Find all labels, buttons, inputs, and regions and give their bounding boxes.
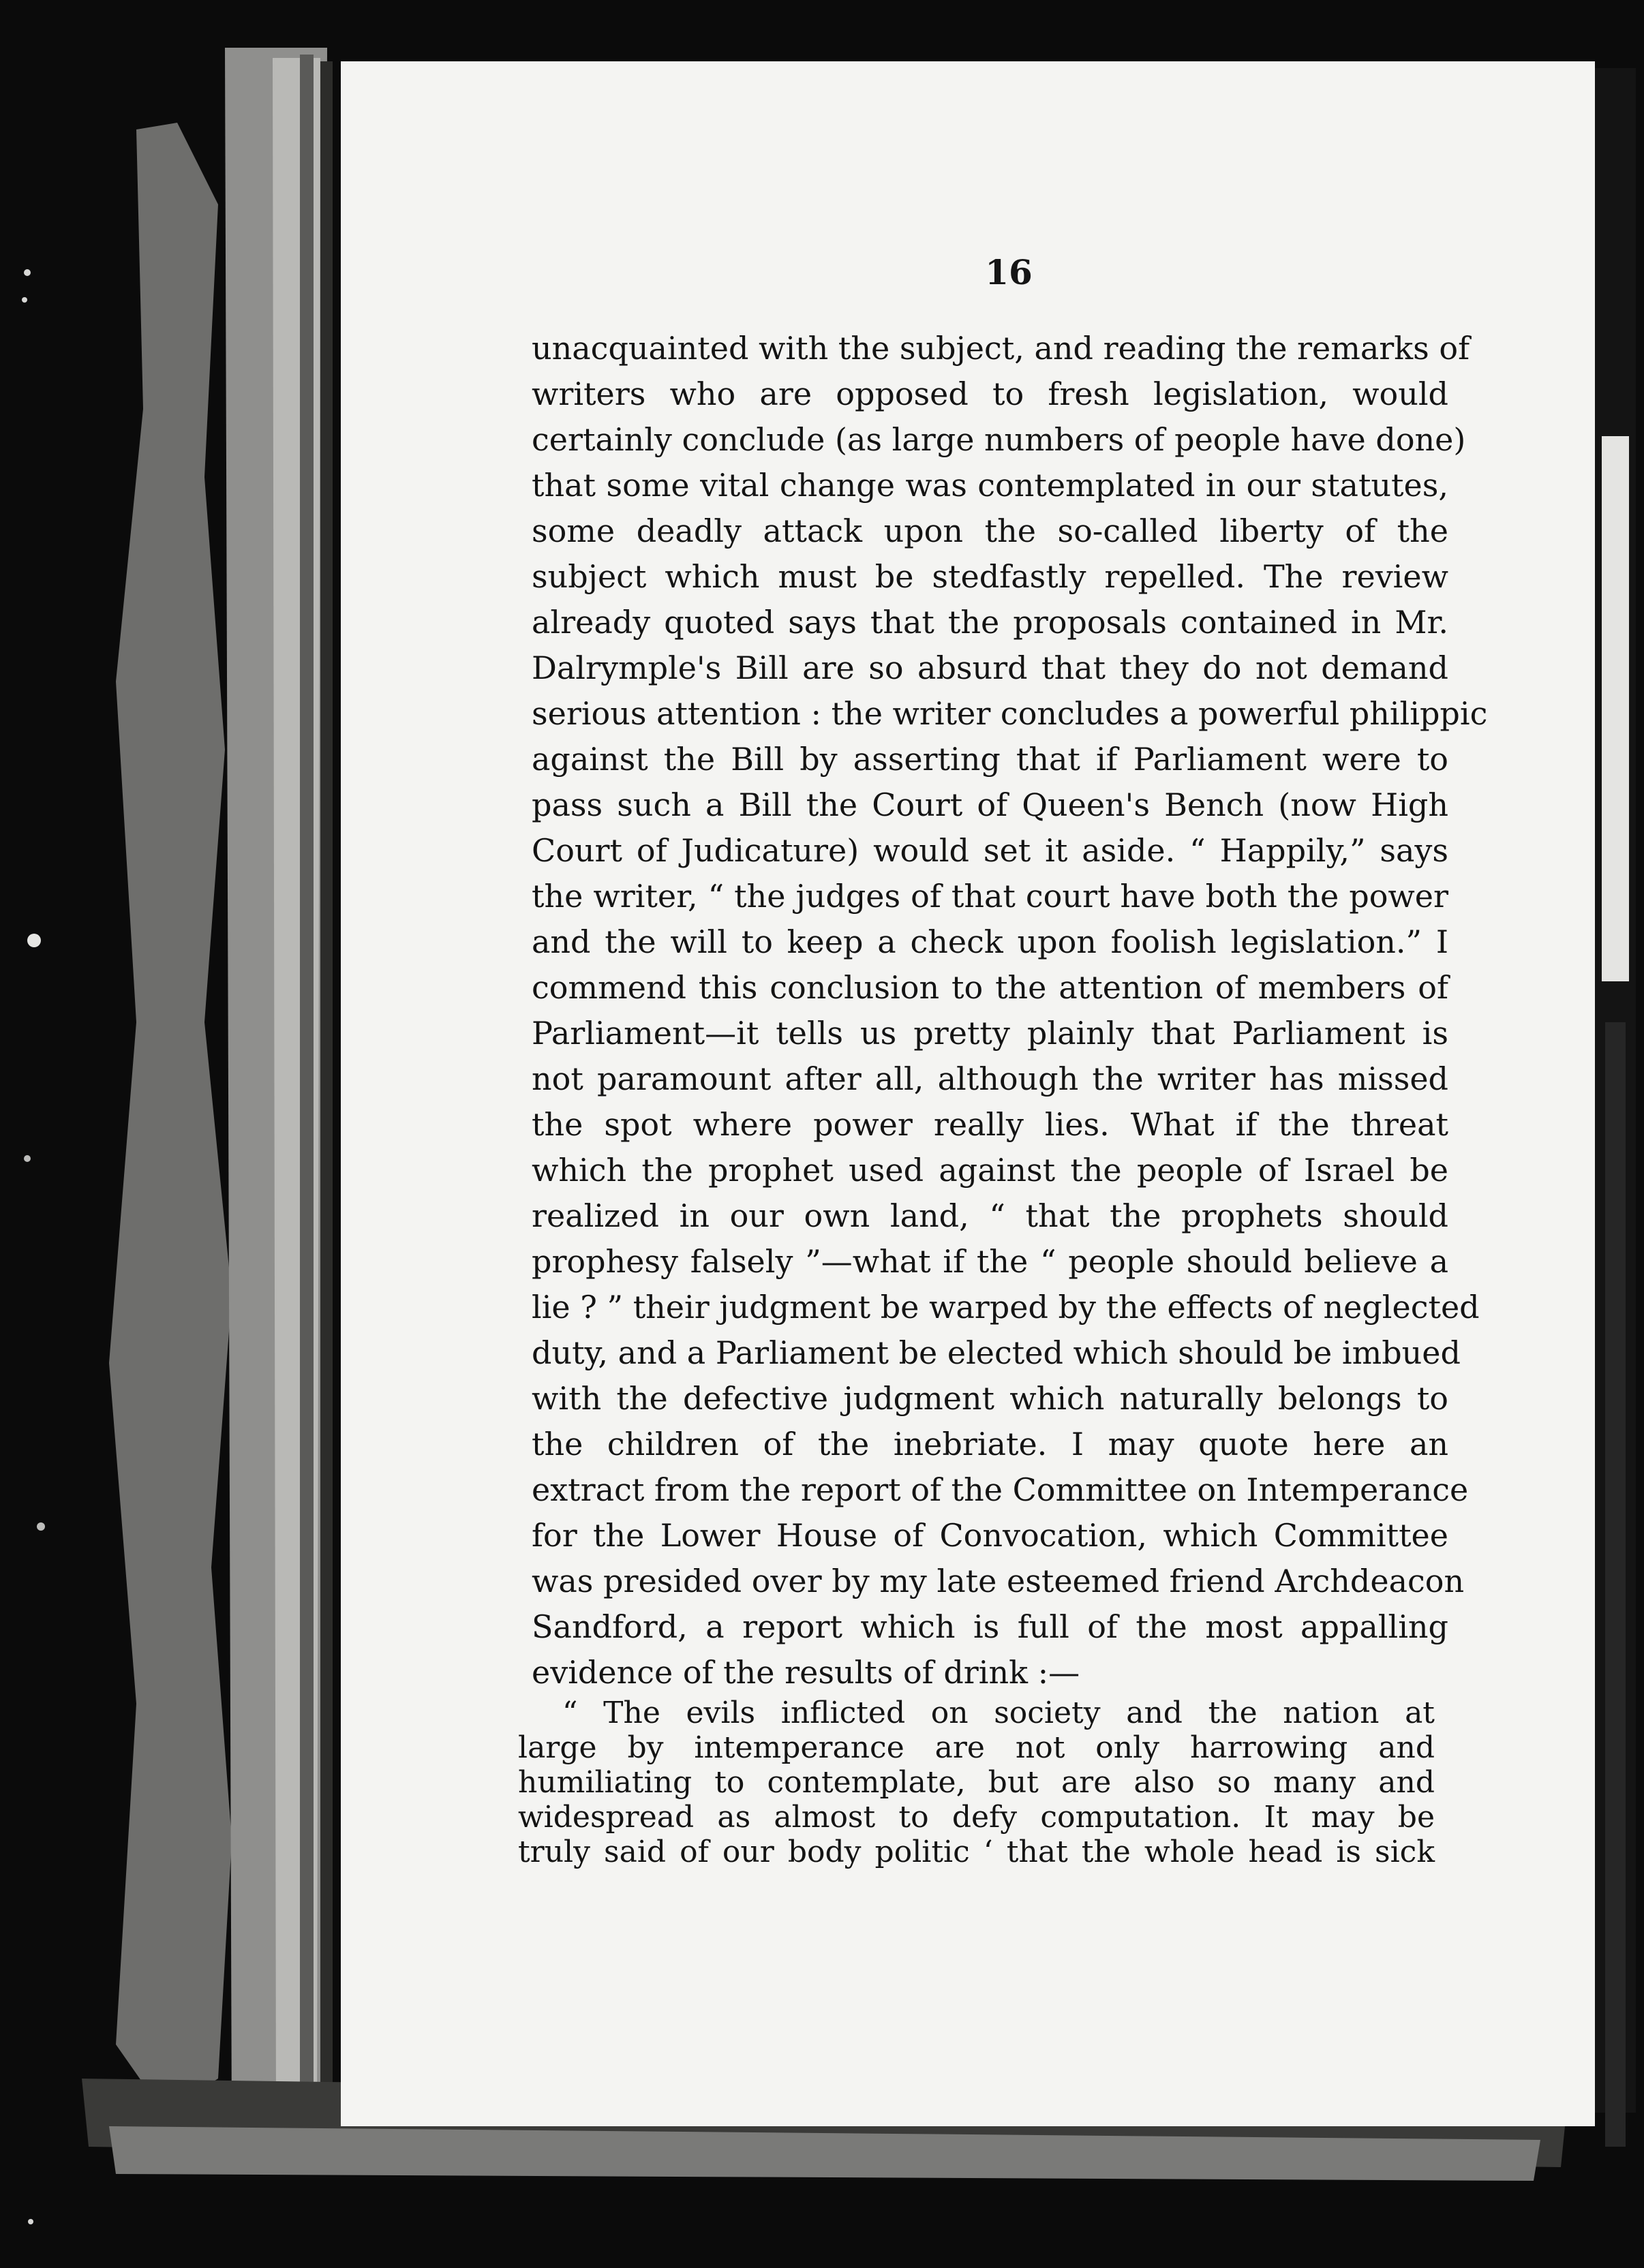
text-line: Dalrymple's Bill are so absurd that they do not demand	[532, 649, 1448, 686]
block-quote	[518, 1696, 1435, 1869]
quote-line: humiliating to contemplate, but are also so many and	[518, 1765, 1435, 1800]
text-line: prophesy falsely ”—what if the “ people should believe a	[532, 1243, 1448, 1280]
text-line: unacquainted with the subject, and reading the remarks of	[532, 330, 1470, 367]
text-line: extract from the report of the Committee on Intemperance	[532, 1471, 1469, 1508]
text-line: for the Lower House of Convocation, which Committee	[532, 1517, 1448, 1554]
text-line: the spot where power really lies. What if the threat	[532, 1106, 1448, 1143]
text-line: certainly conclude (as large numbers of people have done)	[532, 421, 1466, 458]
text-line: writers who are opposed to fresh legislation, would	[532, 376, 1448, 412]
text-line: evidence of the results of drink :—	[532, 1654, 1080, 1691]
text-line: duty, and a Parliament be elected which should be imbued	[532, 1334, 1461, 1371]
text-line: lie ? ” their judgment be warped by the effects of neglected	[532, 1289, 1480, 1325]
text-line: was presided over by my late esteemed friend Archdeacon	[532, 1563, 1465, 1599]
body-text	[532, 326, 1488, 1696]
quote-line: truly said of our body politic ‘ that the whole head is sick	[518, 1835, 1435, 1869]
text-line: realized in our own land, “ that the prophets should	[532, 1197, 1448, 1234]
text-line: and the will to keep a check upon foolish legislation.” I	[532, 923, 1448, 960]
quote-line: widespread as almost to defy computation. It may be	[518, 1800, 1435, 1835]
text-line: Court of Judicature) would set it aside. “ Happily,” says	[532, 832, 1448, 869]
text-line: not paramount after all, although the writer has missed	[532, 1060, 1448, 1097]
text-line: the writer, “ the judges of that court have both the power	[532, 878, 1448, 915]
quote-line: large by intemperance are not only harrowing and	[518, 1730, 1435, 1765]
text-line: Parliament—it tells us pretty plainly that Parliament is	[532, 1015, 1448, 1052]
text-line: already quoted says that the proposals contained in Mr.	[532, 604, 1448, 641]
text-line: serious attention : the writer concludes a powerful philippic	[532, 695, 1488, 732]
text-line: some deadly attack upon the so-called liberty of the	[532, 512, 1448, 549]
quote-line: “ The evils inflicted on society and the nation at	[562, 1696, 1435, 1730]
text-line: which the prophet used against the people of Israel be	[532, 1152, 1448, 1189]
text-line: against the Bill by asserting that if Parliament were to	[532, 741, 1448, 778]
text-line: subject which must be stedfastly repelled. The review	[532, 558, 1448, 595]
text-line: that some vital change was contemplated in our statutes,	[532, 467, 1448, 504]
text-line: the children of the inebriate. I may quote here an	[532, 1426, 1448, 1462]
text-line: with the defective judgment which naturally belongs to	[532, 1380, 1448, 1417]
text-line: commend this conclusion to the attention of members of	[532, 969, 1448, 1006]
text-line: pass such a Bill the Court of Queen's Bench (now High	[532, 786, 1448, 823]
page-number: 16	[985, 252, 1033, 292]
text-line: Sandford, a report which is full of the most appalling	[532, 1608, 1448, 1645]
